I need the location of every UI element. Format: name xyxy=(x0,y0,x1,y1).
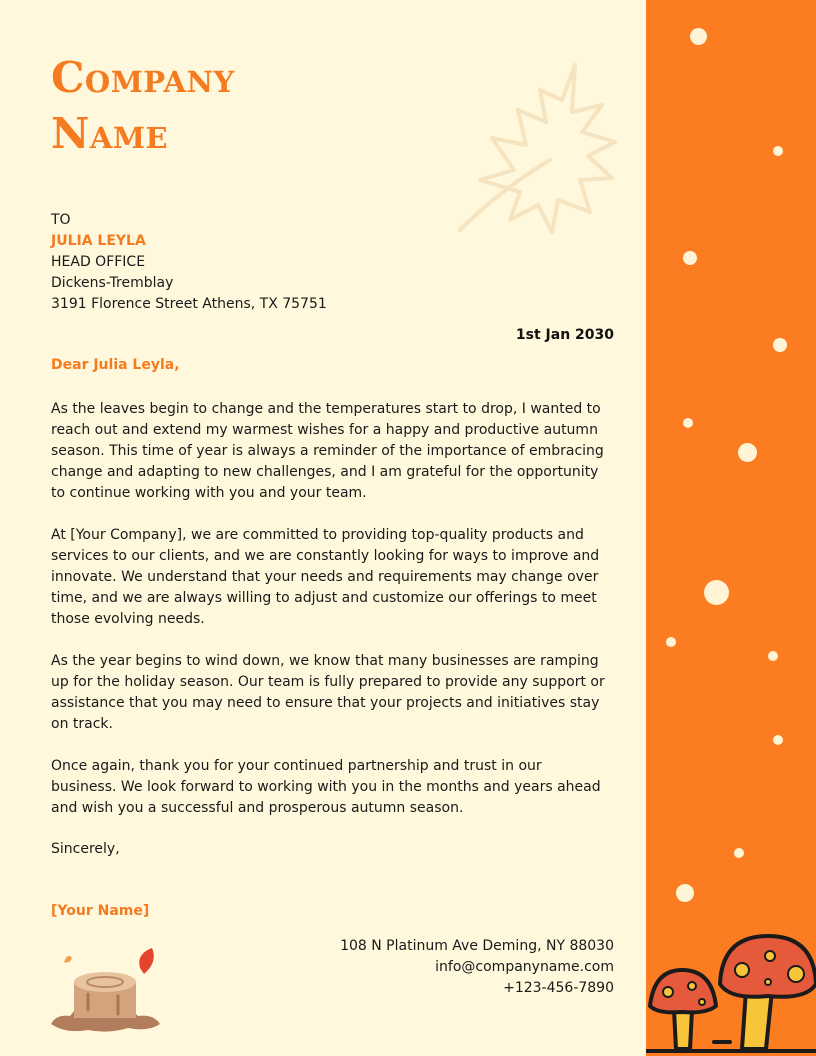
tree-stump-icon xyxy=(48,944,163,1034)
snow-dot xyxy=(704,580,729,605)
mushroom-icon xyxy=(646,930,816,1056)
closing: Sincerely, xyxy=(51,841,120,857)
salutation: Dear Julia Leyla, xyxy=(51,357,180,373)
company-name xyxy=(51,50,381,162)
company-name-line2: Name xyxy=(51,109,169,158)
snow-dot xyxy=(773,338,787,352)
body-paragraph-1: As the leaves begin to change and the temperatures start to drop, I wanted to reach out and extend my warmest wishes for a happy and productive autumn season. This time of year is always a reminder of the importance of embracing change and adapting to new challenges, and I am grateful for the opportunity to continue working with you and your team. xyxy=(51,401,604,501)
snow-dot xyxy=(738,443,757,462)
body-paragraph-2: At [Your Company], we are committed to providing top-quality products and services to our clients, and we are constantly looking for ways to improve and innovate. We understand that your needs and requirements may change over time, and we are always willing to adjust and customize our offerings to meet those evolving needs. xyxy=(51,527,600,627)
snow-dot xyxy=(683,251,697,265)
recipient-name: JULIA LEYLA xyxy=(51,233,146,249)
snow-dot xyxy=(683,418,693,428)
company-name-line1: Company xyxy=(51,53,235,102)
snow-dot xyxy=(666,637,676,647)
recipient-office: HEAD OFFICE xyxy=(51,254,146,270)
recipient-address: 3191 Florence Street Athens, TX 75751 xyxy=(51,296,327,312)
body-paragraph-3: As the year begins to wind down, we know that many businesses are ramping up for the holiday season. Our team is fully prepared to provide any support or assistance that you may need to ensure that your projects and initiatives stay on track. xyxy=(51,653,605,732)
contact-email: info@companyname.com xyxy=(435,959,614,975)
maple-leaf-icon xyxy=(440,60,620,235)
snow-dot xyxy=(690,28,707,45)
letter-date: 1st Jan 2030 xyxy=(515,327,614,343)
recipient-block xyxy=(51,210,327,315)
snow-dot xyxy=(773,735,783,745)
to-label: TO xyxy=(51,212,71,228)
decorative-sidebar xyxy=(646,0,816,1056)
body-paragraph-4: Once again, thank you for your continued partnership and trust in our business. We look forward to working with you in the months and years ahead and wish you a successful and prosperous autumn season. xyxy=(51,758,601,816)
snow-dot xyxy=(676,884,694,902)
contact-phone: +123-456-7890 xyxy=(503,980,614,996)
recipient-company: Dickens-Tremblay xyxy=(51,275,174,291)
contact-address: 108 N Platinum Ave Deming, NY 88030 xyxy=(340,938,614,954)
contact-info xyxy=(340,936,614,999)
signature-name: [Your Name] xyxy=(51,903,150,919)
snow-dot xyxy=(768,651,778,661)
snow-dot xyxy=(773,146,783,156)
snow-dot xyxy=(734,848,744,858)
